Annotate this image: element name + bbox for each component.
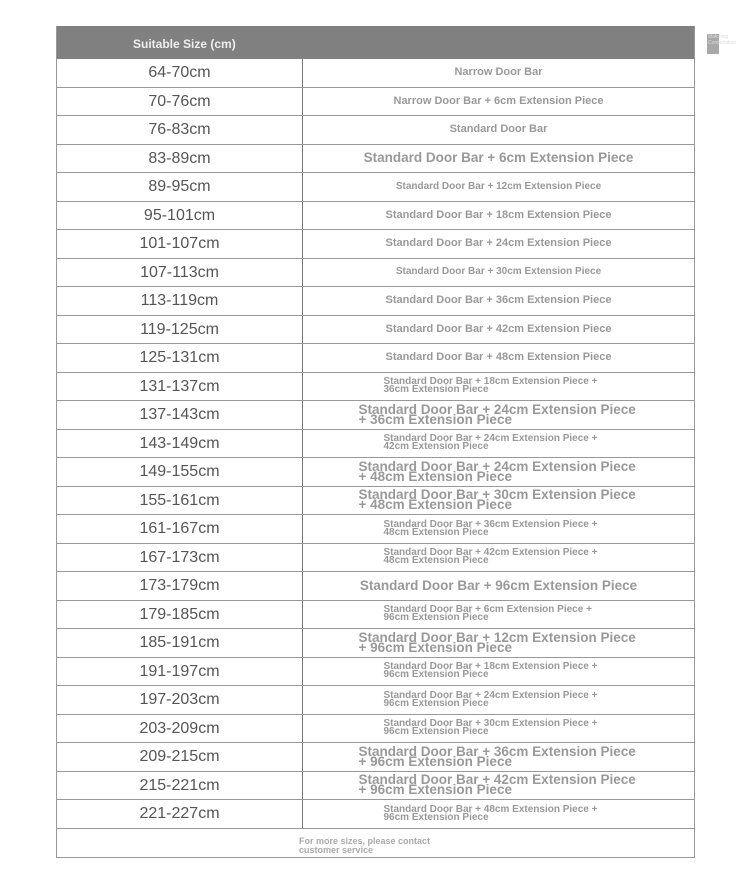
combination-cell: [303, 800, 694, 828]
combination-cell: [303, 344, 694, 372]
combination-cell: [303, 743, 694, 771]
combination-text: Standard Door Bar + 6cm Extension Piece + 96cm Extension Piece: [383, 604, 592, 624]
size-cell: 179-185cm: [57, 601, 303, 629]
size-cell: 149-155cm: [57, 458, 303, 486]
table-row: [57, 344, 694, 373]
footer-note: For more sizes, please contact customer service: [299, 835, 431, 855]
combination-cell: [303, 544, 694, 572]
size-cell: 203-209cm: [57, 715, 303, 743]
table-row: [57, 601, 694, 630]
table-row: [57, 59, 694, 88]
table-row: [57, 686, 694, 715]
combination-text: Standard Door Bar + 30cm Extension Piece + 96cm Extension Piece: [383, 718, 598, 738]
table-row: [57, 145, 694, 174]
combination-cell: [303, 430, 694, 458]
combination-text: Standard Door Bar + 12cm Extension Piece + 96cm Extension Piece: [358, 629, 636, 655]
combination-text: Standard Door Bar + 30cm Extension Piece: [395, 266, 602, 278]
size-table: [56, 26, 737, 858]
combination-cell: [303, 230, 694, 258]
table-row: [57, 658, 694, 687]
table-header: [57, 26, 737, 59]
combination-text: Standard Door Bar + 36cm Extension Piece + 48cm Extension Piece: [383, 518, 598, 538]
size-cell: 83-89cm: [57, 145, 303, 173]
combination-text: Standard Door Bar + 48cm Extension Piece + 96cm Extension Piece: [383, 803, 598, 823]
combination-text: Standard Door Bar + 18cm Extension Piece: [385, 208, 612, 221]
combination-cell: [303, 202, 694, 230]
table-row: [57, 202, 694, 231]
combination-cell: [303, 259, 694, 287]
combination-text: Standard Door Bar + 24cm Extension Piece + 42cm Extension Piece: [383, 433, 598, 453]
table-row: [57, 487, 694, 516]
table-row: [57, 772, 694, 801]
size-cell: 70-76cm: [57, 88, 303, 116]
combination-header-label: Matching Combination: [708, 34, 737, 46]
table-row: [57, 572, 694, 601]
size-cell: 101-107cm: [57, 230, 303, 258]
table-row: [57, 629, 694, 658]
size-column-header: Suitable Size (cm): [133, 37, 236, 51]
combination-text: Standard Door Bar + 12cm Extension Piece: [395, 180, 602, 192]
size-cell: 191-197cm: [57, 658, 303, 686]
table-row: [57, 259, 694, 288]
combination-text: Standard Door Bar + 18cm Extension Piece + 36cm Extension Piece: [383, 376, 598, 396]
combination-text: Standard Door Bar + 24cm Extension Piece: [385, 237, 612, 250]
combination-cell: [303, 173, 694, 201]
combination-text: Standard Door Bar + 30cm Extension Piece + 48cm Extension Piece: [358, 487, 636, 513]
combination-cell: [303, 715, 694, 743]
combination-cell: [303, 88, 694, 116]
combination-text: Standard Door Bar + 36cm Extension Piece + 96cm Extension Piece: [358, 743, 636, 769]
table-row: [57, 173, 694, 202]
combination-cell: [303, 401, 694, 429]
combination-cell: [303, 515, 694, 543]
table-row: [57, 116, 694, 145]
table-row: [57, 373, 694, 402]
table-row: [57, 88, 694, 117]
combination-text: Standard Door Bar + 24cm Extension Piece + 48cm Extension Piece: [358, 458, 636, 484]
combination-text: Standard Door Bar + 18cm Extension Piece + 96cm Extension Piece: [383, 661, 598, 681]
combination-text: Standard Door Bar + 24cm Extension Piece + 36cm Extension Piece: [358, 401, 636, 427]
size-cell: 155-161cm: [57, 487, 303, 515]
table-row: [57, 715, 694, 744]
combination-text: Standard Door Bar + 42cm Extension Piece + 96cm Extension Piece: [358, 772, 636, 798]
size-cell: 64-70cm: [57, 59, 303, 87]
combination-text: Standard Door Bar + 42cm Extension Piece + 48cm Extension Piece: [383, 547, 598, 567]
combination-text: Standard Door Bar + 42cm Extension Piece: [385, 322, 612, 335]
combination-cell: [303, 686, 694, 714]
size-cell: 137-143cm: [57, 401, 303, 429]
table-body: [57, 59, 694, 829]
combination-cell: [303, 145, 694, 173]
combination-cell: [303, 629, 694, 657]
combination-cell: [303, 373, 694, 401]
combination-cell: [303, 658, 694, 686]
size-cell: 95-101cm: [57, 202, 303, 230]
table-row: [57, 430, 694, 459]
combination-text: Standard Door Bar + 36cm Extension Piece: [385, 294, 612, 307]
table-row: [57, 515, 694, 544]
table-row: [57, 287, 694, 316]
combination-text: Standard Door Bar + 96cm Extension Piece: [359, 577, 638, 593]
table-row: [57, 458, 694, 487]
table-row: [57, 230, 694, 259]
table-row: [57, 800, 694, 829]
table-row: [57, 316, 694, 345]
combination-text: Standard Door Bar + 48cm Extension Piece: [385, 351, 612, 364]
size-cell: 185-191cm: [57, 629, 303, 657]
size-cell: 215-221cm: [57, 772, 303, 800]
combination-text: Standard Door Bar: [449, 123, 548, 136]
table-footer: [57, 829, 694, 857]
table-row: [57, 544, 694, 573]
size-cell: 113-119cm: [57, 287, 303, 315]
combination-cell: [303, 772, 694, 800]
size-cell: 167-173cm: [57, 544, 303, 572]
table-row: [57, 401, 694, 430]
combination-cell: [303, 572, 694, 600]
combination-text: Standard Door Bar + 6cm Extension Piece: [363, 150, 634, 166]
combination-text: Standard Door Bar + 24cm Extension Piece + 96cm Extension Piece: [383, 689, 598, 709]
size-cell: 125-131cm: [57, 344, 303, 372]
combination-cell: [303, 316, 694, 344]
combination-cell: [303, 487, 694, 515]
size-cell: 89-95cm: [57, 173, 303, 201]
size-cell: 143-149cm: [57, 430, 303, 458]
size-cell: 173-179cm: [57, 572, 303, 600]
combination-column-header: [302, 26, 737, 59]
table-row: [57, 743, 694, 772]
combination-cell: [303, 287, 694, 315]
combination-text: Narrow Door Bar: [454, 66, 543, 79]
size-cell: 131-137cm: [57, 373, 303, 401]
size-cell: 119-125cm: [57, 316, 303, 344]
size-cell: 161-167cm: [57, 515, 303, 543]
size-cell: 76-83cm: [57, 116, 303, 144]
combination-cell: [303, 59, 694, 87]
combination-cell: [303, 458, 694, 486]
combination-cell: [303, 601, 694, 629]
size-cell: 221-227cm: [57, 800, 303, 828]
size-cell: 209-215cm: [57, 743, 303, 771]
combination-text: Narrow Door Bar + 6cm Extension Piece: [393, 94, 604, 107]
size-cell: 197-203cm: [57, 686, 303, 714]
size-cell: 107-113cm: [57, 259, 303, 287]
combination-cell: [303, 116, 694, 144]
